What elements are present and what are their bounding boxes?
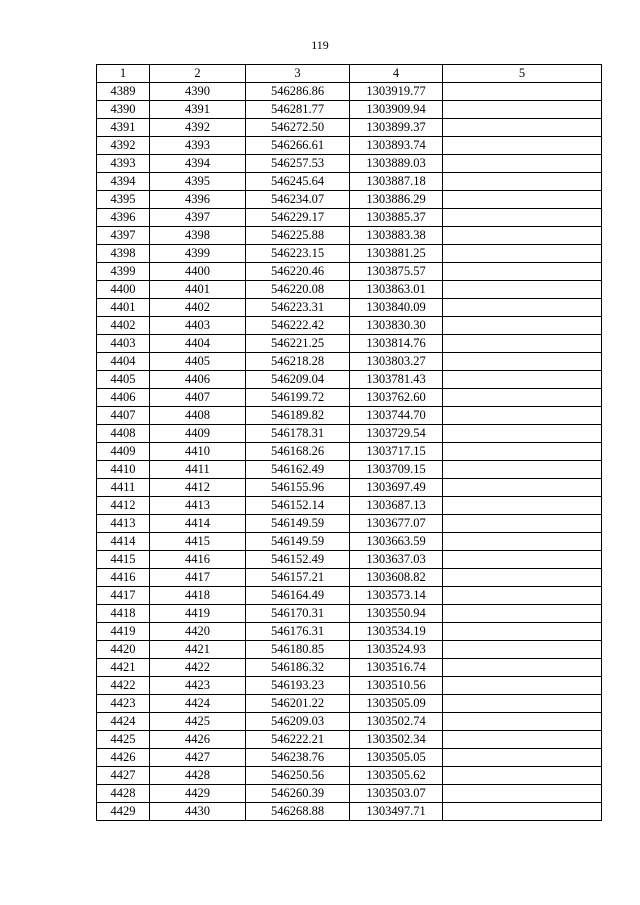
table-row (97, 407, 602, 425)
notes-cell (443, 209, 602, 227)
point-from-cell: 4421 (97, 659, 150, 677)
y-coordinate-cell: 1303781.43 (350, 371, 443, 389)
point-to-cell: 4417 (150, 569, 246, 587)
table-row (97, 155, 602, 173)
point-from-cell: 4403 (97, 335, 150, 353)
point-from-cell: 4389 (97, 83, 150, 101)
point-from-cell: 4410 (97, 461, 150, 479)
x-coordinate-cell: 546170.31 (246, 605, 350, 623)
x-coordinate-cell: 546164.49 (246, 587, 350, 605)
y-coordinate-cell: 1303516.74 (350, 659, 443, 677)
y-coordinate-cell: 1303717.15 (350, 443, 443, 461)
point-to-cell: 4430 (150, 803, 246, 821)
point-to-cell: 4429 (150, 785, 246, 803)
x-coordinate-cell: 546162.49 (246, 461, 350, 479)
x-coordinate-cell: 546178.31 (246, 425, 350, 443)
point-from-cell: 4392 (97, 137, 150, 155)
x-coordinate-cell: 546157.21 (246, 569, 350, 587)
x-coordinate-cell: 546238.76 (246, 749, 350, 767)
y-coordinate-cell: 1303550.94 (350, 605, 443, 623)
y-coordinate-cell: 1303677.07 (350, 515, 443, 533)
table-row (97, 497, 602, 515)
y-coordinate-cell: 1303709.15 (350, 461, 443, 479)
table-row (97, 659, 602, 677)
table-row (97, 137, 602, 155)
notes-cell (443, 551, 602, 569)
point-to-cell: 4418 (150, 587, 246, 605)
y-coordinate-cell: 1303919.77 (350, 83, 443, 101)
notes-cell (443, 731, 602, 749)
table-row (97, 191, 602, 209)
notes-cell (443, 371, 602, 389)
y-coordinate-cell: 1303534.19 (350, 623, 443, 641)
x-coordinate-cell: 546152.49 (246, 551, 350, 569)
table-row (97, 587, 602, 605)
x-coordinate-cell: 546225.88 (246, 227, 350, 245)
column-header: 2 (150, 65, 246, 83)
table-body (97, 83, 602, 821)
point-from-cell: 4400 (97, 281, 150, 299)
notes-cell (443, 587, 602, 605)
point-to-cell: 4394 (150, 155, 246, 173)
table-row (97, 299, 602, 317)
point-from-cell: 4414 (97, 533, 150, 551)
y-coordinate-cell: 1303502.74 (350, 713, 443, 731)
point-to-cell: 4392 (150, 119, 246, 137)
y-coordinate-cell: 1303886.29 (350, 191, 443, 209)
column-header: 5 (443, 65, 602, 83)
point-from-cell: 4423 (97, 695, 150, 713)
point-to-cell: 4406 (150, 371, 246, 389)
notes-cell (443, 569, 602, 587)
y-coordinate-cell: 1303830.30 (350, 317, 443, 335)
point-from-cell: 4429 (97, 803, 150, 821)
notes-cell (443, 389, 602, 407)
point-from-cell: 4418 (97, 605, 150, 623)
point-from-cell: 4412 (97, 497, 150, 515)
point-from-cell: 4404 (97, 353, 150, 371)
x-coordinate-cell: 546266.61 (246, 137, 350, 155)
table-row (97, 713, 602, 731)
x-coordinate-cell: 546149.59 (246, 515, 350, 533)
notes-cell (443, 335, 602, 353)
y-coordinate-cell: 1303573.14 (350, 587, 443, 605)
notes-cell (443, 191, 602, 209)
column-header: 3 (246, 65, 350, 83)
point-to-cell: 4423 (150, 677, 246, 695)
notes-cell (443, 479, 602, 497)
point-from-cell: 4398 (97, 245, 150, 263)
point-to-cell: 4416 (150, 551, 246, 569)
point-from-cell: 4395 (97, 191, 150, 209)
header-row (97, 65, 602, 83)
x-coordinate-cell: 546257.53 (246, 155, 350, 173)
x-coordinate-cell: 546229.17 (246, 209, 350, 227)
y-coordinate-cell: 1303510.56 (350, 677, 443, 695)
point-to-cell: 4419 (150, 605, 246, 623)
table-row (97, 479, 602, 497)
point-from-cell: 4394 (97, 173, 150, 191)
x-coordinate-cell: 546199.72 (246, 389, 350, 407)
table-row (97, 785, 602, 803)
point-to-cell: 4425 (150, 713, 246, 731)
y-coordinate-cell: 1303697.49 (350, 479, 443, 497)
y-coordinate-cell: 1303637.03 (350, 551, 443, 569)
y-coordinate-cell: 1303863.01 (350, 281, 443, 299)
table-row (97, 119, 602, 137)
page-number: 119 (311, 38, 329, 52)
table-row (97, 695, 602, 713)
notes-cell (443, 83, 602, 101)
table-row (97, 317, 602, 335)
y-coordinate-cell: 1303909.94 (350, 101, 443, 119)
point-from-cell: 4408 (97, 425, 150, 443)
x-coordinate-cell: 546149.59 (246, 533, 350, 551)
y-coordinate-cell: 1303497.71 (350, 803, 443, 821)
point-from-cell: 4390 (97, 101, 150, 119)
notes-cell (443, 263, 602, 281)
x-coordinate-cell: 546221.25 (246, 335, 350, 353)
point-to-cell: 4390 (150, 83, 246, 101)
notes-cell (443, 443, 602, 461)
notes-cell (443, 173, 602, 191)
table-row (97, 749, 602, 767)
x-coordinate-cell: 546220.08 (246, 281, 350, 299)
point-to-cell: 4407 (150, 389, 246, 407)
notes-cell (443, 137, 602, 155)
y-coordinate-cell: 1303729.54 (350, 425, 443, 443)
y-coordinate-cell: 1303840.09 (350, 299, 443, 317)
point-from-cell: 4399 (97, 263, 150, 281)
point-to-cell: 4424 (150, 695, 246, 713)
point-to-cell: 4412 (150, 479, 246, 497)
y-coordinate-cell: 1303505.09 (350, 695, 443, 713)
notes-cell (443, 641, 602, 659)
notes-cell (443, 785, 602, 803)
y-coordinate-cell: 1303744.70 (350, 407, 443, 425)
x-coordinate-cell: 546193.23 (246, 677, 350, 695)
point-to-cell: 4420 (150, 623, 246, 641)
point-to-cell: 4391 (150, 101, 246, 119)
y-coordinate-cell: 1303814.76 (350, 335, 443, 353)
point-from-cell: 4397 (97, 227, 150, 245)
point-from-cell: 4416 (97, 569, 150, 587)
table-row (97, 425, 602, 443)
point-to-cell: 4396 (150, 191, 246, 209)
point-to-cell: 4428 (150, 767, 246, 785)
point-from-cell: 4413 (97, 515, 150, 533)
point-from-cell: 4391 (97, 119, 150, 137)
y-coordinate-cell: 1303505.05 (350, 749, 443, 767)
table-row (97, 101, 602, 119)
x-coordinate-cell: 546245.64 (246, 173, 350, 191)
table-row (97, 83, 602, 101)
notes-cell (443, 677, 602, 695)
x-coordinate-cell: 546222.42 (246, 317, 350, 335)
point-from-cell: 4425 (97, 731, 150, 749)
notes-cell (443, 461, 602, 479)
notes-cell (443, 695, 602, 713)
point-from-cell: 4405 (97, 371, 150, 389)
x-coordinate-cell: 546260.39 (246, 785, 350, 803)
notes-cell (443, 713, 602, 731)
x-coordinate-cell: 546218.28 (246, 353, 350, 371)
y-coordinate-cell: 1303893.74 (350, 137, 443, 155)
notes-cell (443, 317, 602, 335)
x-coordinate-cell: 546223.15 (246, 245, 350, 263)
table-row (97, 731, 602, 749)
table-row (97, 227, 602, 245)
point-to-cell: 4400 (150, 263, 246, 281)
notes-cell (443, 155, 602, 173)
y-coordinate-cell: 1303875.57 (350, 263, 443, 281)
point-from-cell: 4401 (97, 299, 150, 317)
point-from-cell: 4422 (97, 677, 150, 695)
point-to-cell: 4404 (150, 335, 246, 353)
point-from-cell: 4409 (97, 443, 150, 461)
notes-cell (443, 299, 602, 317)
column-header: 4 (350, 65, 443, 83)
table-row (97, 605, 602, 623)
y-coordinate-cell: 1303881.25 (350, 245, 443, 263)
table-row (97, 623, 602, 641)
x-coordinate-cell: 546222.21 (246, 731, 350, 749)
y-coordinate-cell: 1303887.18 (350, 173, 443, 191)
notes-cell (443, 803, 602, 821)
point-to-cell: 4405 (150, 353, 246, 371)
point-to-cell: 4397 (150, 209, 246, 227)
x-coordinate-cell: 546152.14 (246, 497, 350, 515)
table-row (97, 335, 602, 353)
point-from-cell: 4407 (97, 407, 150, 425)
notes-cell (443, 407, 602, 425)
table-row (97, 443, 602, 461)
point-from-cell: 4415 (97, 551, 150, 569)
x-coordinate-cell: 546286.86 (246, 83, 350, 101)
coordinates-table (96, 64, 602, 821)
y-coordinate-cell: 1303663.59 (350, 533, 443, 551)
point-to-cell: 4426 (150, 731, 246, 749)
x-coordinate-cell: 546168.26 (246, 443, 350, 461)
y-coordinate-cell: 1303505.62 (350, 767, 443, 785)
x-coordinate-cell: 546176.31 (246, 623, 350, 641)
y-coordinate-cell: 1303502.34 (350, 731, 443, 749)
point-to-cell: 4399 (150, 245, 246, 263)
point-to-cell: 4409 (150, 425, 246, 443)
y-coordinate-cell: 1303524.93 (350, 641, 443, 659)
notes-cell (443, 605, 602, 623)
y-coordinate-cell: 1303899.37 (350, 119, 443, 137)
y-coordinate-cell: 1303762.60 (350, 389, 443, 407)
y-coordinate-cell: 1303885.37 (350, 209, 443, 227)
point-from-cell: 4424 (97, 713, 150, 731)
table-row (97, 245, 602, 263)
table-row (97, 281, 602, 299)
x-coordinate-cell: 546234.07 (246, 191, 350, 209)
table-row (97, 389, 602, 407)
point-to-cell: 4413 (150, 497, 246, 515)
table-row (97, 353, 602, 371)
table-row (97, 551, 602, 569)
point-to-cell: 4395 (150, 173, 246, 191)
x-coordinate-cell: 546268.88 (246, 803, 350, 821)
x-coordinate-cell: 546220.46 (246, 263, 350, 281)
point-from-cell: 4419 (97, 623, 150, 641)
notes-cell (443, 353, 602, 371)
notes-cell (443, 767, 602, 785)
notes-cell (443, 119, 602, 137)
x-coordinate-cell: 546250.56 (246, 767, 350, 785)
point-from-cell: 4402 (97, 317, 150, 335)
x-coordinate-cell: 546155.96 (246, 479, 350, 497)
point-to-cell: 4410 (150, 443, 246, 461)
notes-cell (443, 497, 602, 515)
table-row (97, 173, 602, 191)
x-coordinate-cell: 546272.50 (246, 119, 350, 137)
x-coordinate-cell: 546209.03 (246, 713, 350, 731)
point-to-cell: 4402 (150, 299, 246, 317)
point-from-cell: 4417 (97, 587, 150, 605)
table-row (97, 677, 602, 695)
x-coordinate-cell: 546180.85 (246, 641, 350, 659)
x-coordinate-cell: 546189.82 (246, 407, 350, 425)
x-coordinate-cell: 546186.32 (246, 659, 350, 677)
table-row (97, 515, 602, 533)
point-from-cell: 4411 (97, 479, 150, 497)
point-from-cell: 4393 (97, 155, 150, 173)
point-to-cell: 4403 (150, 317, 246, 335)
point-to-cell: 4415 (150, 533, 246, 551)
point-from-cell: 4426 (97, 749, 150, 767)
table-row (97, 371, 602, 389)
table-row (97, 461, 602, 479)
notes-cell (443, 659, 602, 677)
table-row (97, 767, 602, 785)
notes-cell (443, 533, 602, 551)
y-coordinate-cell: 1303687.13 (350, 497, 443, 515)
y-coordinate-cell: 1303608.82 (350, 569, 443, 587)
point-to-cell: 4421 (150, 641, 246, 659)
table-row (97, 209, 602, 227)
point-from-cell: 4428 (97, 785, 150, 803)
point-to-cell: 4422 (150, 659, 246, 677)
column-header: 1 (97, 65, 150, 83)
table-row (97, 533, 602, 551)
x-coordinate-cell: 546281.77 (246, 101, 350, 119)
y-coordinate-cell: 1303503.07 (350, 785, 443, 803)
notes-cell (443, 425, 602, 443)
notes-cell (443, 749, 602, 767)
notes-cell (443, 623, 602, 641)
point-from-cell: 4396 (97, 209, 150, 227)
point-from-cell: 4427 (97, 767, 150, 785)
notes-cell (443, 101, 602, 119)
point-to-cell: 4401 (150, 281, 246, 299)
point-to-cell: 4398 (150, 227, 246, 245)
table-header (97, 65, 602, 83)
x-coordinate-cell: 546201.22 (246, 695, 350, 713)
notes-cell (443, 245, 602, 263)
point-to-cell: 4414 (150, 515, 246, 533)
point-to-cell: 4427 (150, 749, 246, 767)
table-row (97, 263, 602, 281)
x-coordinate-cell: 546223.31 (246, 299, 350, 317)
point-to-cell: 4411 (150, 461, 246, 479)
y-coordinate-cell: 1303883.38 (350, 227, 443, 245)
point-from-cell: 4406 (97, 389, 150, 407)
point-to-cell: 4408 (150, 407, 246, 425)
point-to-cell: 4393 (150, 137, 246, 155)
table-row (97, 569, 602, 587)
point-from-cell: 4420 (97, 641, 150, 659)
table-row (97, 641, 602, 659)
notes-cell (443, 515, 602, 533)
notes-cell (443, 281, 602, 299)
y-coordinate-cell: 1303803.27 (350, 353, 443, 371)
y-coordinate-cell: 1303889.03 (350, 155, 443, 173)
table-row (97, 803, 602, 821)
x-coordinate-cell: 546209.04 (246, 371, 350, 389)
notes-cell (443, 227, 602, 245)
